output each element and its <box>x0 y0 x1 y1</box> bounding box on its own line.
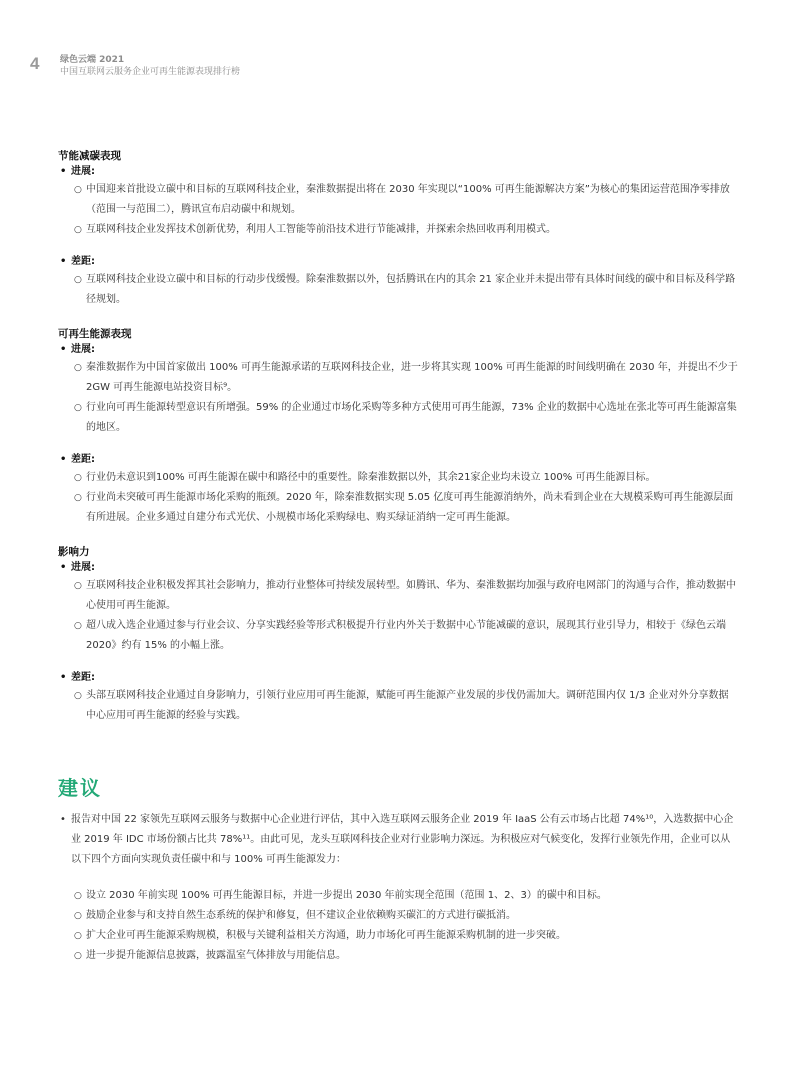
report-subtitle: 中国互联网云服务企业可再生能源表现排行榜 <box>60 67 241 77</box>
bullet-circle-icon: ○ <box>74 891 82 901</box>
bullet-circle-icon: ○ <box>74 911 82 921</box>
advice-intro: • 报告对中国 22 家领先互联网云服务与数据中心企业进行评估，其中入选互联网云服务企业 2019 年 IaaS 公有云市场占比超 74%¹⁰，入选数据中心企业 2019 年 IDC 市场份额占比共 78%¹¹。由此可见，龙头互联网科技企业对行业影响力深远。为积极应对气候变化，发挥行业领先作用，企业可以从以下四个方面向实现负责任碳中和与 100% 可再生能源发力： <box>58 810 738 870</box>
list-item: ○ 中国迎来首批设立碳中和目标的互联网科技企业，秦淮数据提出将在 2030 年实现以“100% 可再生能源解决方案”为核心的集团运营范围净零排放（范围一与范围二），腾讯宣布启动碳中和规划。 <box>58 180 738 220</box>
bullet-circle-icon: ○ <box>74 493 82 503</box>
bullet-dot-icon: • <box>60 166 67 177</box>
list-item: ○ 行业向可再生能源转型意识有所增强。59% 的企业通过市场化采购等多种方式使用可再生能源，73% 企业的数据中心选址在张北等可再生能源富集的地区。 <box>58 398 738 438</box>
bullet-circle-icon: ○ <box>74 951 82 961</box>
list-item: ○ 超八成入选企业通过参与行业会议、分享实践经验等形式积极提升行业内外关于数据中心节能减碳的意识，展现其行业引导力，相较于《绿色云端 2020》约有 15% 的小幅上涨。 <box>58 616 738 656</box>
gap-label: • 差距: <box>58 254 738 270</box>
bullet-dot-icon: • <box>60 672 67 683</box>
bullet-dot-icon: • <box>60 814 66 825</box>
list-item: ○ 互联网科技企业设立碳中和目标的行动步伐缓慢。除秦淮数据以外，包括腾讯在内的其余 21 家企业并未提出带有具体时间线的碳中和目标及科学路径规划。 <box>58 270 738 310</box>
page-number: 4 <box>30 54 40 73</box>
list-item: ○ 头部互联网科技企业通过自身影响力，引领行业应用可再生能源，赋能可再生能源产业发展的步伐仍需加大。调研范围内仅 1/3 企业对外分享数据中心应用可再生能源的经验与实践。 <box>58 686 738 726</box>
advice-section <box>58 810 738 966</box>
list-item: ○ 进一步提升能源信息披露，披露温室气体排放与用能信息。 <box>58 946 738 966</box>
progress-label: • 进展: <box>58 342 738 358</box>
section-heading: 可再生能源表现 <box>58 328 132 340</box>
list-item: ○ 行业仍未意识到100% 可再生能源在碳中和路径中的重要性。除秦淮数据以外，其余21家企业均未设立 100% 可再生能源目标。 <box>58 468 738 488</box>
list-item: ○ 行业尚未突破可再生能源市场化采购的瓶颈。2020 年，除秦淮数据实现 5.05 亿度可再生能源消纳外，尚未看到企业在大规模采购可再生能源层面有所进展。企业多通过自建分布式光伏、小规模市场化采购绿电、购买绿证消纳一定可再生能源。 <box>58 488 738 528</box>
list-item: ○ 互联网科技企业发挥技术创新优势，利用人工智能等前沿技术进行节能减排，并探索余热回收再利用模式。 <box>58 220 738 240</box>
gap-label: • 差距: <box>58 452 738 468</box>
bullet-dot-icon: • <box>60 454 67 465</box>
section-energy-saving <box>58 148 738 310</box>
list-item: ○ 秦淮数据作为中国首家做出 100% 可再生能源承诺的互联网科技企业，进一步将其实现 100% 可再生能源的时间线明确在 2030 年，并提出不少于 2GW 可再生能源电站投资目标⁹。 <box>58 358 738 398</box>
section-heading: 节能减碳表现 <box>58 150 121 162</box>
progress-label: • 进展: <box>58 560 738 576</box>
bullet-circle-icon: ○ <box>74 931 82 941</box>
list-item: ○ 扩大企业可再生能源采购规模，积极与关键利益相关方沟通，助力市场化可再生能源采购机制的进一步突破。 <box>58 926 738 946</box>
header-text <box>60 54 460 78</box>
advice-heading: 建议 <box>58 776 102 800</box>
bullet-circle-icon: ○ <box>74 621 82 631</box>
section-influence <box>58 544 738 726</box>
bullet-circle-icon: ○ <box>74 403 82 413</box>
list-item: ○ 设立 2030 年前实现 100% 可再生能源目标，并进一步提出 2030 年前实现全范围（范围 1、2、3）的碳中和目标。 <box>58 886 738 906</box>
bullet-circle-icon: ○ <box>74 691 82 701</box>
section-renewable-energy <box>58 326 738 528</box>
bullet-dot-icon: • <box>60 344 67 355</box>
bullet-dot-icon: • <box>60 256 67 267</box>
section-heading: 影响力 <box>58 546 90 558</box>
bullet-circle-icon: ○ <box>74 473 82 483</box>
gap-label: • 差距: <box>58 670 738 686</box>
bullet-circle-icon: ○ <box>74 275 82 285</box>
bullet-circle-icon: ○ <box>74 225 82 235</box>
main-content <box>58 148 738 742</box>
list-item: ○ 鼓励企业参与和支持自然生态系统的保护和修复，但不建议企业依赖购买碳汇的方式进行碳抵消。 <box>58 906 738 926</box>
bullet-circle-icon: ○ <box>74 185 82 195</box>
bullet-circle-icon: ○ <box>74 581 82 591</box>
bullet-dot-icon: • <box>60 562 67 573</box>
list-item: ○ 互联网科技企业积极发挥其社会影响力，推动行业整体可持续发展转型。如腾讯、华为、秦淮数据均加强与政府电网部门的沟通与合作，推动数据中心使用可再生能源。 <box>58 576 738 616</box>
bullet-circle-icon: ○ <box>74 363 82 373</box>
report-title: 绿色云端 2021 <box>60 55 125 65</box>
progress-label: • 进展: <box>58 164 738 180</box>
